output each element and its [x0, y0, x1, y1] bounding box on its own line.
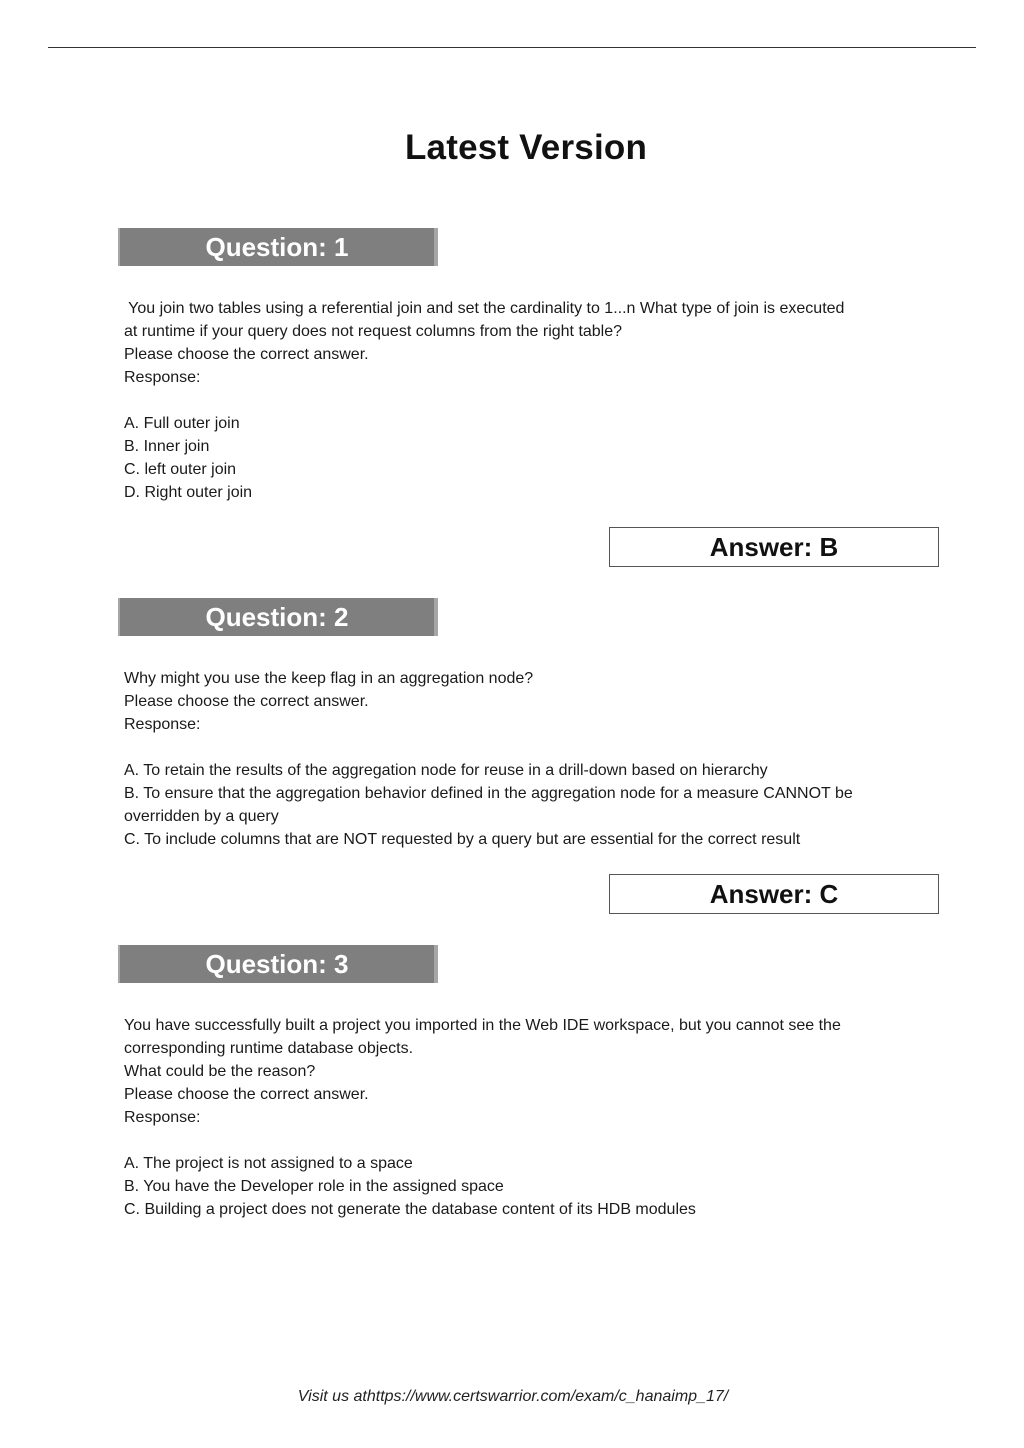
question-3-option-a: A. The project is not assigned to a space	[124, 1155, 413, 1172]
question-1-option-b: B. Inner join	[124, 438, 210, 455]
question-3-option-c: C. Building a project does not generate the database content of its HDB modules	[124, 1201, 696, 1218]
question-1-stem-line-1: You join two tables using a referential join and set the cardinality to 1...n What type of join is executed	[124, 300, 845, 317]
question-2-stem-line-1: Why might you use the keep flag in an aggregation node?	[124, 670, 534, 687]
question-2-stem-line-2: Please choose the correct answer.	[124, 693, 369, 710]
question-1-header: Question: 1	[118, 228, 438, 266]
question-2-option-b: B. To ensure that the aggregation behavior defined in the aggregation node for a measure CANNOT be	[124, 785, 853, 802]
question-2-stem-line-3: Response:	[124, 716, 201, 733]
question-1-option-d: D. Right outer join	[124, 484, 253, 501]
question-3-stem-line-4: Please choose the correct answer.	[124, 1086, 369, 1103]
question-3-stem-line-5: Response:	[124, 1109, 201, 1126]
question-1-body	[124, 297, 924, 504]
question-2-answer: Answer: C	[609, 874, 939, 914]
page-title: Latest Version	[404, 128, 648, 167]
question-2-option-b-continued: overridden by a query	[124, 808, 279, 825]
question-1-stem-line-4: Response:	[124, 369, 201, 386]
question-2-header: Question: 2	[118, 598, 438, 636]
question-3-stem-line-2: corresponding runtime database objects.	[124, 1040, 414, 1057]
question-1-stem-line-3: Please choose the correct answer.	[124, 346, 369, 363]
question-3-body	[124, 1014, 924, 1221]
question-1-stem-line-2: at runtime if your query does not request columns from the right table?	[124, 323, 623, 340]
top-divider	[48, 47, 976, 48]
question-2-option-a: A. To retain the results of the aggregation node for reuse in a drill-down based on hierarchy	[124, 762, 768, 779]
question-1-option-a: A. Full outer join	[124, 415, 240, 432]
question-1-answer: Answer: B	[609, 527, 939, 567]
question-3-header: Question: 3	[118, 945, 438, 983]
question-2-option-c: C. To include columns that are NOT requested by a query but are essential for the correct result	[124, 831, 801, 848]
question-3-stem-line-3: What could be the reason?	[124, 1063, 316, 1080]
question-1-option-c: C. left outer join	[124, 461, 237, 478]
question-2-body	[124, 667, 924, 851]
footer-visit-link[interactable]: Visit us athttps://www.certswarrior.com/exam/c_hanaimp_17/	[297, 1388, 729, 1405]
question-3-option-b: B. You have the Developer role in the assigned space	[124, 1178, 504, 1195]
question-3-stem-line-1: You have successfully built a project you imported in the Web IDE workspace, but you cannot see the	[124, 1017, 841, 1034]
